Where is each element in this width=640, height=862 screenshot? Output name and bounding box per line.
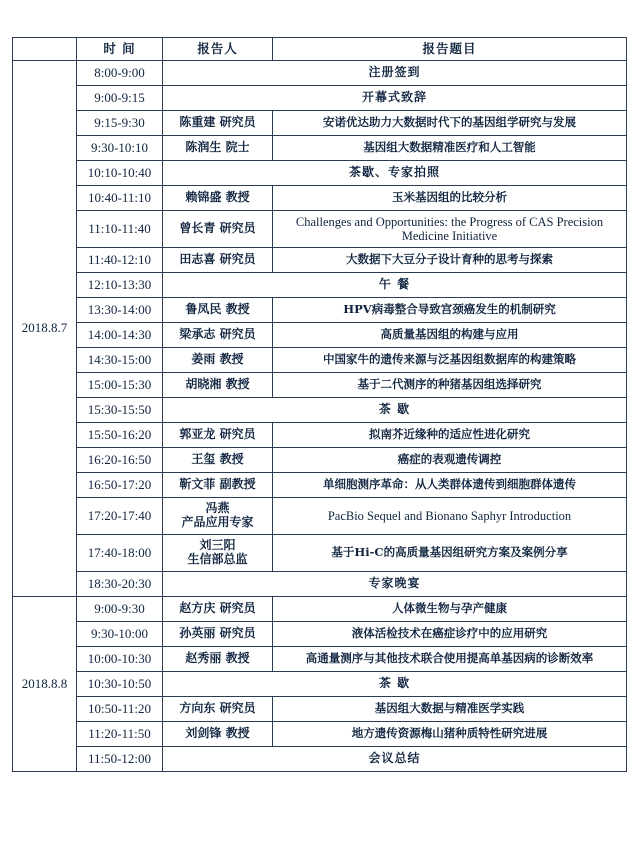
speaker-name: 刘三阳	[199, 538, 236, 553]
time-slot: 10:00-10:30	[77, 647, 163, 672]
talk-topic: 高质量基因组的构建与应用	[273, 323, 627, 348]
speaker-name: 曾长青 研究员	[179, 221, 256, 236]
speaker-name: 鲁凤民 教授	[185, 302, 250, 317]
time-slot: 9:15-9:30	[77, 111, 163, 136]
schedule-row	[13, 373, 627, 398]
session-event: 专家晚宴	[163, 572, 627, 597]
schedule-row	[13, 622, 627, 647]
speaker-name: 姜雨 教授	[191, 352, 244, 367]
speaker-cell	[163, 535, 273, 572]
speaker-cell	[163, 186, 273, 211]
speaker-cell	[163, 722, 273, 747]
session-event: 茶歇、专家拍照	[163, 161, 627, 186]
speaker-name: 靳文菲 副教授	[179, 477, 256, 492]
time-slot: 15:50-16:20	[77, 423, 163, 448]
speaker-name: 胡晓湘 教授	[185, 377, 250, 392]
speaker-cell	[163, 498, 273, 535]
time-slot: 18:30-20:30	[77, 572, 163, 597]
schedule-body	[13, 61, 627, 772]
talk-topic: 基因组大数据精准医疗和人工智能	[273, 136, 627, 161]
schedule-row	[13, 697, 627, 722]
time-slot: 11:20-11:50	[77, 722, 163, 747]
schedule-row	[13, 398, 627, 423]
speaker-cell	[163, 348, 273, 373]
schedule-row	[13, 348, 627, 373]
talk-topic: 拟南芥近缘种的适应性进化研究	[273, 423, 627, 448]
speaker-name: 陈重建 研究员	[179, 115, 256, 130]
speaker-name: 赵方庆 研究员	[179, 601, 256, 616]
speaker-cell	[163, 211, 273, 248]
time-slot: 14:00-14:30	[77, 323, 163, 348]
day-date: 2018.8.7	[13, 61, 77, 597]
speaker-cell	[163, 248, 273, 273]
session-event: 茶 歇	[163, 672, 627, 697]
header-row	[13, 38, 627, 61]
time-slot: 15:30-15:50	[77, 398, 163, 423]
session-event: 午 餐	[163, 273, 627, 298]
talk-topic: Challenges and Opportunities: the Progress of CAS Precision Medicine Initiative	[273, 211, 627, 248]
schedule-row	[13, 498, 627, 535]
talk-topic: 高通量测序与其他技术联合使用提高单基因病的诊断效率	[273, 647, 627, 672]
time-header: 时 间	[77, 38, 163, 61]
time-slot: 10:30-10:50	[77, 672, 163, 697]
talk-topic: 安诺优达助力大数据时代下的基因组学研究与发展	[273, 111, 627, 136]
schedule-row	[13, 273, 627, 298]
time-slot: 17:40-18:00	[77, 535, 163, 572]
time-slot: 9:00-9:30	[77, 597, 163, 622]
schedule-row	[13, 186, 627, 211]
schedule-row	[13, 211, 627, 248]
schedule-row	[13, 423, 627, 448]
time-slot: 11:10-11:40	[77, 211, 163, 248]
session-event: 注册签到	[163, 61, 627, 86]
speaker-cell	[163, 622, 273, 647]
schedule-row	[13, 298, 627, 323]
speaker-name: 郭亚龙 研究员	[179, 427, 256, 442]
schedule-row	[13, 572, 627, 597]
speaker-name: 赵秀丽 教授	[185, 651, 250, 666]
talk-topic: 大数据下大豆分子设计育种的思考与探索	[273, 248, 627, 273]
speaker-cell	[163, 448, 273, 473]
talk-topic: 癌症的表观遗传调控	[273, 448, 627, 473]
schedule-row	[13, 473, 627, 498]
time-slot: 17:20-17:40	[77, 498, 163, 535]
speaker-cell	[163, 473, 273, 498]
speaker-name: 刘剑锋 教授	[185, 726, 250, 741]
speaker-cell	[163, 136, 273, 161]
speaker-cell	[163, 423, 273, 448]
talk-topic: 基于Hi-C的高质量基因组研究方案及案例分享	[273, 535, 627, 572]
speaker-cell	[163, 697, 273, 722]
speaker-header: 报告人	[163, 38, 273, 61]
session-event: 开幕式致辞	[163, 86, 627, 111]
talk-topic: 基于二代测序的种猪基因组选择研究	[273, 373, 627, 398]
time-slot: 9:30-10:10	[77, 136, 163, 161]
speaker-title: 产品应用专家	[181, 515, 254, 529]
speaker-name: 赖锦盛 教授	[185, 190, 250, 205]
speaker-name: 冯燕	[205, 501, 230, 516]
schedule-row	[13, 248, 627, 273]
speaker-cell	[163, 323, 273, 348]
talk-topic: 液体活检技术在癌症诊疗中的应用研究	[273, 622, 627, 647]
time-slot: 10:50-11:20	[77, 697, 163, 722]
talk-topic: 单细胞测序革命：从人类群体遗传到细胞群体遗传	[273, 473, 627, 498]
session-event: 茶 歇	[163, 398, 627, 423]
speaker-name: 梁承志 研究员	[179, 327, 256, 342]
talk-topic: HPV病毒整合导致宫颈癌发生的机制研究	[273, 298, 627, 323]
date-header	[13, 38, 77, 61]
speaker-name: 田志喜 研究员	[179, 252, 256, 267]
time-slot: 11:50-12:00	[77, 747, 163, 772]
schedule-row	[13, 161, 627, 186]
time-slot: 9:00-9:15	[77, 86, 163, 111]
speaker-name: 王玺 教授	[191, 452, 244, 467]
time-slot: 14:30-15:00	[77, 348, 163, 373]
speaker-cell	[163, 111, 273, 136]
speaker-cell	[163, 597, 273, 622]
time-slot: 16:50-17:20	[77, 473, 163, 498]
speaker-cell	[163, 647, 273, 672]
schedule-row	[13, 448, 627, 473]
time-slot: 10:10-10:40	[77, 161, 163, 186]
schedule-row	[13, 535, 627, 572]
schedule-row	[13, 136, 627, 161]
speaker-cell	[163, 373, 273, 398]
schedule-row	[13, 597, 627, 622]
speaker-name: 方向东 研究员	[179, 701, 256, 716]
talk-topic: 基因组大数据与精准医学实践	[273, 697, 627, 722]
time-slot: 15:00-15:30	[77, 373, 163, 398]
topic-header: 报告题目	[273, 38, 627, 61]
talk-topic: PacBio Sequel and Bionano Saphyr Introduction	[273, 498, 627, 535]
speaker-title: 生信部总监	[187, 552, 248, 566]
schedule-row	[13, 86, 627, 111]
time-slot: 16:20-16:50	[77, 448, 163, 473]
schedule-row	[13, 672, 627, 697]
schedule-row	[13, 647, 627, 672]
speaker-cell	[163, 298, 273, 323]
time-slot: 12:10-13:30	[77, 273, 163, 298]
schedule-row	[13, 323, 627, 348]
day-date: 2018.8.8	[13, 597, 77, 772]
talk-topic: 中国家牛的遗传来源与泛基因组数据库的构建策略	[273, 348, 627, 373]
speaker-name: 孙英丽 研究员	[179, 626, 256, 641]
time-slot: 13:30-14:00	[77, 298, 163, 323]
talk-topic: 地方遗传资源梅山猪种质特性研究进展	[273, 722, 627, 747]
time-slot: 11:40-12:10	[77, 248, 163, 273]
time-slot: 9:30-10:00	[77, 622, 163, 647]
schedule-row	[13, 722, 627, 747]
talk-topic: 人体微生物与孕产健康	[273, 597, 627, 622]
speaker-name: 陈润生 院士	[185, 140, 250, 155]
schedule-row	[13, 747, 627, 772]
session-event: 会议总结	[163, 747, 627, 772]
time-slot: 10:40-11:10	[77, 186, 163, 211]
schedule-table	[12, 37, 627, 772]
time-slot: 8:00-9:00	[77, 61, 163, 86]
schedule-row	[13, 111, 627, 136]
talk-topic: 玉米基因组的比较分析	[273, 186, 627, 211]
schedule-row	[13, 61, 627, 86]
